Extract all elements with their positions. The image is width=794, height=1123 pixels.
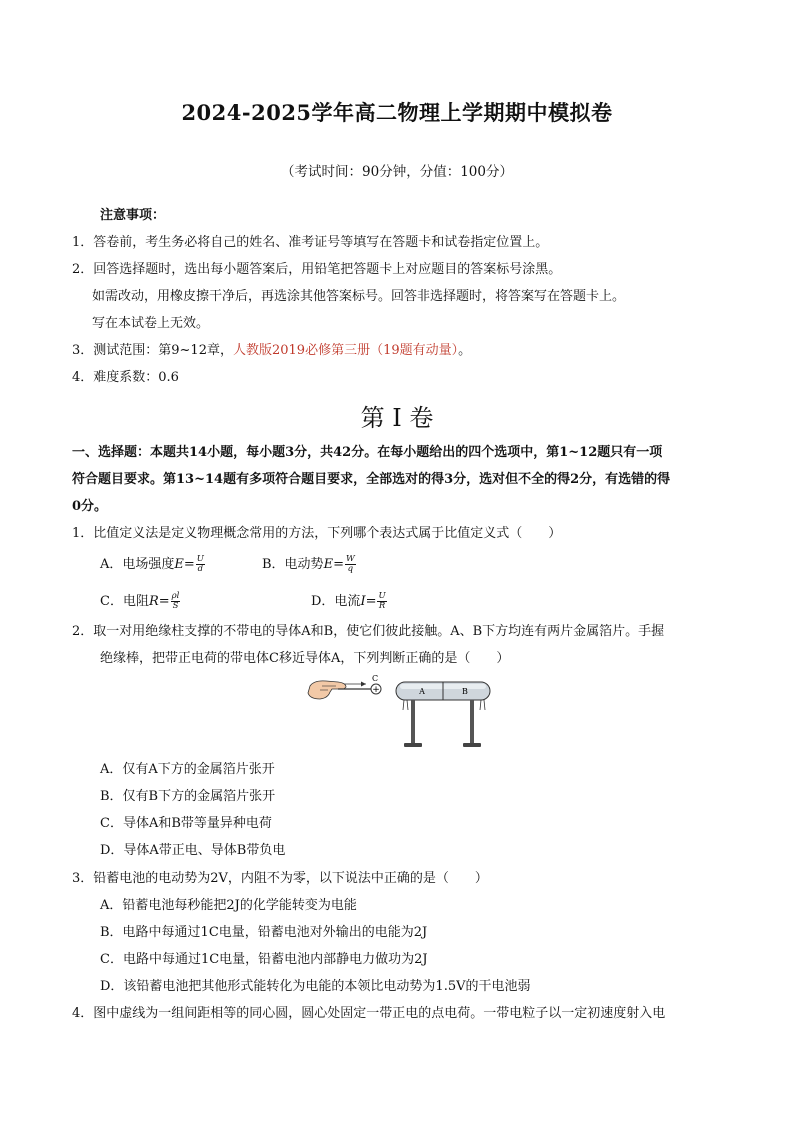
q2-option-c: C．导体A和B带等量异种电荷 [100,816,272,831]
q3-option-c: C．电路中每通过1C电量，铅蓄电池内部静电力做功为2J [100,952,428,967]
q4-stem: 4．图中虚线为一组间距相等的同心圆，圆心处固定一带正电的点电荷。一带电粒子以一定初速度射入电 [72,1006,666,1021]
section-intro-2: 符合题目要求。第13~14题有多项符合题目要求，全部选对的得3分，选对但不全的得2分，有选错的得 [72,472,671,487]
note-2-cont2: 写在本试卷上无效。 [92,316,210,331]
note-4: 4．难度系数：0.6 [72,370,179,385]
foil-b-1 [480,700,481,710]
foil-a-1 [403,700,404,710]
q1-b-den: q [347,564,354,574]
q1-c-num: ρl [171,591,180,601]
label-c: C [371,674,379,683]
note-3-suffix: 。 [458,343,472,358]
q2-figure-conductors [300,672,500,754]
q3-option-a: A．铅蓄电池每秒能把2J的化学能转变为电能 [100,898,357,913]
q2-stem-2: 绝缘棒，把带正电荷的带电体C移近导体A，下列判断正确的是（ ） [100,651,510,666]
q1-a-fraction [196,555,205,574]
q1-b-label: B．电动势 [262,557,324,572]
q1-a-lhs: E [174,557,184,572]
foil-a-2 [407,700,408,710]
page-title: 2024-2025学年高二物理上学期期中模拟卷 [181,100,613,125]
plus-sign: + [372,685,380,695]
q1-c-label: C．电阻 [100,594,149,609]
q2-option-b: B．仅有B下方的金属箔片张开 [100,789,276,804]
q1-a-den: d [197,564,204,574]
q1-b-num: W [345,554,355,564]
hand-illustration [308,681,346,699]
q1-c-lhs: R [148,594,159,609]
section-title: 第 I 卷 [360,404,434,432]
q1-d-eq: = [365,594,377,609]
q1-b-eq: = [333,557,344,572]
q3-option-d: D．该铅蓄电池把其他形式能转化为电能的本领比电动势为1.5V的干电池弱 [100,979,531,994]
q1-option-c [100,590,180,611]
q3-stem: 3．铅蓄电池的电动势为2V，内阻不为零，以下说法中正确的是（ ） [72,871,488,886]
q1-c-fraction [171,592,181,611]
q1-c-eq: = [158,594,170,609]
q1-b-lhs: E [323,557,334,572]
note-1: 1．答卷前，考生务必将自己的姓名、准考证号等填写在答题卡和试卷指定位置上。 [72,235,549,250]
q1-stem: 1．比值定义法是定义物理概念常用的方法，下列哪个表达式属于比值定义式（ ） [72,526,562,541]
note-2-cont: 如需改动，用橡皮擦干净后，再选涂其他答案标号。回答非选择题时，将答案写在答题卡上。 [92,289,626,304]
q1-d-lhs: I [360,594,366,609]
section-intro-1: 一、选择题：本题共14小题，每小题3分，共42分。在每小题给出的四个选项中，第1~12题只有一项 [72,445,663,460]
q1-b-fraction [345,555,356,574]
q1-d-den: R [378,601,386,611]
note-3-prefix: 3．测试范围：第9~12章， [72,343,233,358]
q2-option-a: A．仅有A下方的金属箔片张开 [100,762,275,777]
section-intro-3: 0分。 [72,499,108,514]
note-3-scope: 人教版2019必修第三册（19题有动量） [232,343,459,358]
note-3 [72,343,471,359]
q1-option-a [100,553,205,574]
q1-option-d [311,590,387,611]
note-2: 2．回答选择题时，选出每小题答案后，用铅笔把答题卡上对应题目的答案标号涂黑。 [72,262,562,277]
exam-time-info: （考试时间：90分钟，分值：100分） [281,164,513,180]
q1-d-num: U [378,591,386,601]
notes-heading: 注意事项： [100,208,166,223]
q1-a-eq: = [183,557,195,572]
label-a: A [419,687,425,696]
q2-stem-1: 2．取一对用绝缘柱支撑的不带电的导体A和B，使它们彼此接触。A、B下方均连有两片金属箔片。手握 [72,624,665,639]
stand-b [470,700,474,744]
q1-d-fraction [377,592,386,611]
label-b: B [462,687,468,696]
q3-option-b: B．电路中每通过1C电量，铅蓄电池对外输出的电能为2J [100,925,428,940]
stand-a [411,700,415,744]
q1-a-label: A．电场强度 [100,557,175,572]
q1-a-num: U [196,554,204,564]
q1-c-den: S [172,601,179,611]
q2-option-d: D．导体A带正电、导体B带负电 [100,843,286,858]
q1-d-label: D．电流 [311,594,361,609]
foil-b-2 [484,700,485,710]
q1-option-b [262,553,356,574]
